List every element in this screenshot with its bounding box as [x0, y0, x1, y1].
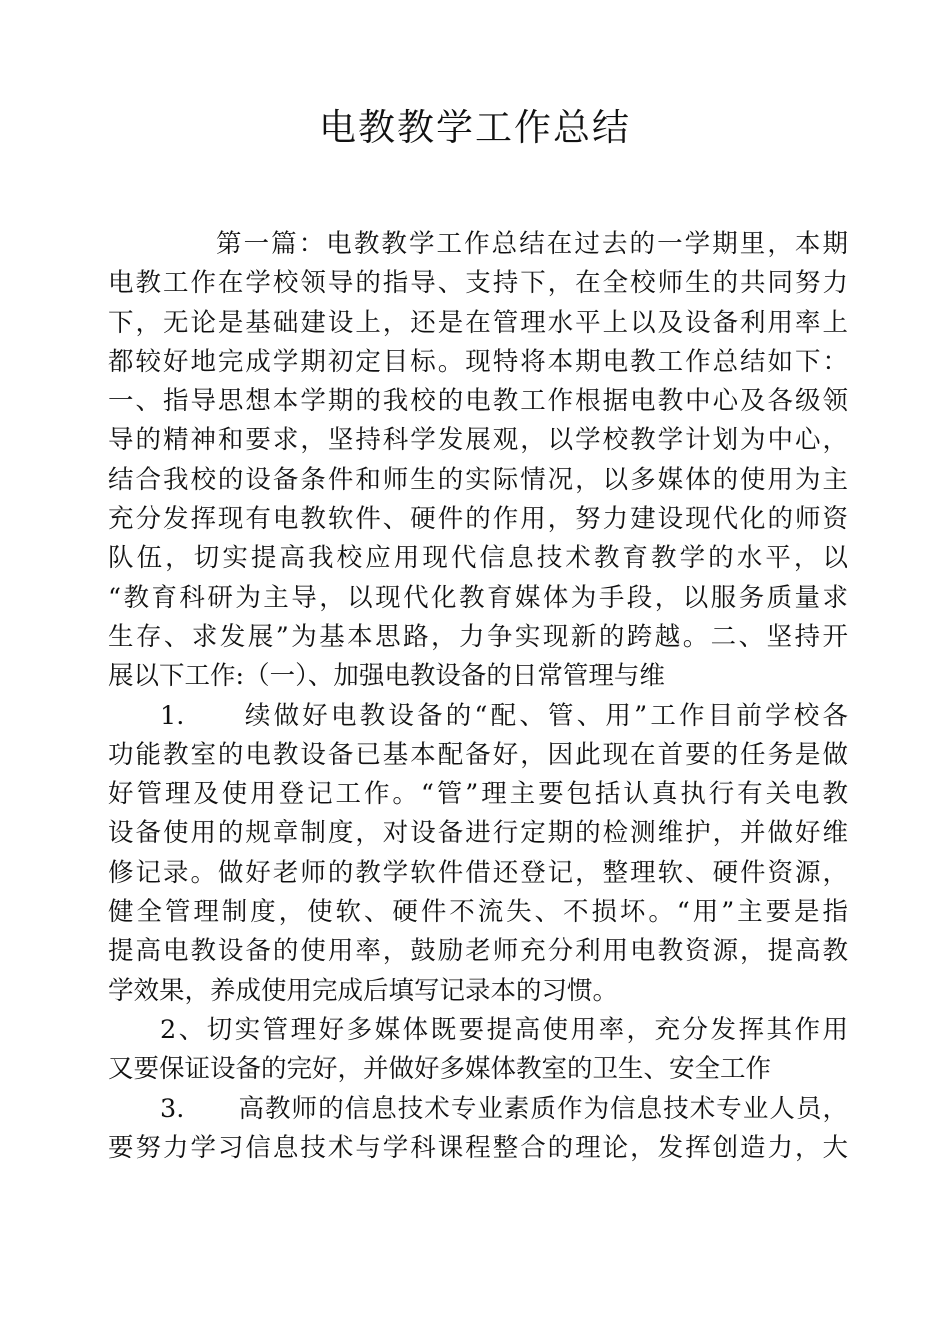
- paragraph-line: 队伍，切实提高我校应用现代信息技术教育教学的水平，以: [108, 543, 848, 574]
- paragraph-line: 第一篇：电教教学工作总结在过去的一学期里，本期: [216, 229, 848, 259]
- list-item-line: 1. 续做好电教设备的“配、管、用”工作目前学校各: [160, 700, 848, 731]
- paragraph-line: 修记录。做好老师的教学软件借还登记，整理软、硬件资源，: [108, 857, 848, 888]
- paragraph-line: 健全管理制度，使软、硬件不流失、不损坏。“用”主要是指: [108, 897, 848, 928]
- paragraph-line: 又要保证设备的完好，并做好多媒体教室的卫生、安全工作: [108, 1054, 772, 1085]
- paragraph-line: 功能教室的电教设备已基本配备好，因此现在首要的任务是做: [108, 739, 848, 770]
- paragraph-line: 学效果，养成使用完成后填写记录本的习惯。: [108, 975, 619, 1006]
- paragraph-line: 提高电教设备的使用率，鼓励老师充分利用电教资源，提高教: [108, 936, 848, 967]
- paragraph-line: 导的精神和要求，坚持科学发展观，以学校教学计划为中心，: [108, 425, 848, 456]
- document-body: [108, 225, 848, 1168]
- paragraph-line: 要努力学习信息技术与学科课程整合的理论，发挥创造力，大: [108, 1132, 848, 1163]
- paragraph-line: 生存、求发展”为基本思路，力争实现新的跨越。二、坚持开: [108, 621, 848, 652]
- paragraph-line: 电教工作在学校领导的指导、支持下，在全校师生的共同努力: [108, 268, 848, 299]
- paragraph-line: 展以下工作:（一）、加强电教设备的日常管理与维: [108, 661, 665, 692]
- paragraph-line: 好管理及使用登记工作。“管”理主要包括认真执行有关电教: [108, 779, 848, 810]
- paragraph-line: 都较好地完成学期初定目标。现特将本期电教工作总结如下：: [108, 346, 848, 377]
- document-title: 电教教学工作总结: [319, 106, 631, 149]
- paragraph-line: “教育科研为主导，以现代化教育媒体为手段，以服务质量求: [108, 582, 848, 613]
- paragraph-line: 充分发挥现有电教软件、硬件的作用，努力建设现代化的师资: [108, 504, 848, 535]
- list-item-line: 3. 高教师的信息技术专业素质作为信息技术专业人员，: [160, 1093, 848, 1124]
- paragraph-line: 下，无论是基础建设上，还是在管理水平上以及设备利用率上: [108, 307, 848, 338]
- list-item-line: 2、切实管理好多媒体既要提高使用率，充分发挥其作用: [160, 1014, 848, 1045]
- paragraph-line: 设备使用的规章制度，对设备进行定期的检测维护，并做好维: [108, 818, 848, 849]
- paragraph-line: 结合我校的设备条件和师生的实际情况，以多媒体的使用为主: [108, 464, 848, 495]
- paragraph-line: 一、指导思想本学期的我校的电教工作根据电教中心及各级领: [108, 386, 848, 417]
